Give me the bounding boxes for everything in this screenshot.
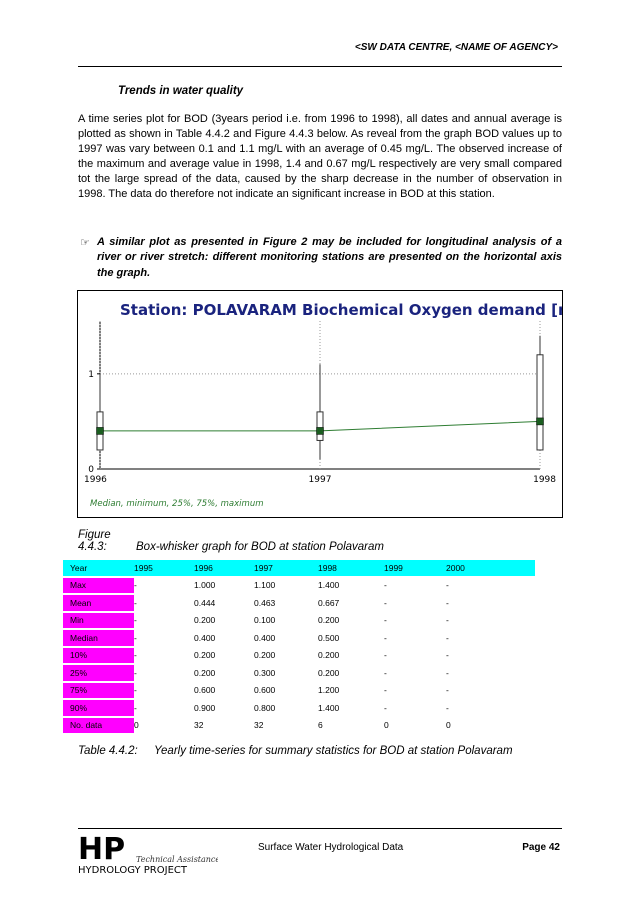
body-paragraph: A time series plot for BOD (3years period i.e. from 1996 to 1998), all dates and annual average is plotted as shown in Table 4.4.2 and Figure 4.4.3 below. As reveal from the graph BOD values up to 1997 was vary between 0.1 and 1.1 mg/L with an average of 0.45 mg/L. The observed increase of the maximum and average value in 1998, 1.4 and 0.67 mg/L respectively are very small compared tot the large spread of the data, caused by the sharp decrease in the number of observation in 1998. The data do therefore not indicate an significant increase in BOD at this station. bbox=[78, 113, 562, 201]
table-cell: - bbox=[446, 682, 535, 700]
table-row bbox=[63, 699, 535, 717]
table-cell: 0.200 bbox=[194, 664, 254, 682]
table-cell: 0 bbox=[134, 717, 194, 735]
header-cell: 1998 bbox=[318, 560, 384, 577]
statistics-table bbox=[63, 560, 535, 735]
row-label-cell: Mean bbox=[63, 594, 134, 612]
chart-title: Station: POLAVARAM Biochemical Oxygen demand [mg/L] bbox=[120, 301, 562, 319]
table-cell: 0.200 bbox=[194, 612, 254, 630]
row-label-cell: 75% bbox=[63, 682, 134, 700]
median-marker bbox=[317, 427, 324, 434]
row-label-cell: 25% bbox=[63, 664, 134, 682]
table-cell: 0 bbox=[446, 717, 535, 735]
table-cell: - bbox=[134, 594, 194, 612]
hydrology-project-logo bbox=[78, 833, 218, 875]
table-cell: 0.600 bbox=[194, 682, 254, 700]
page-header: <SW DATA CENTRE, <NAME OF AGENCY> bbox=[354, 42, 558, 53]
box-iqr bbox=[317, 412, 323, 441]
table-cell: 0.200 bbox=[194, 647, 254, 665]
table-cell: 0.463 bbox=[254, 594, 318, 612]
table-cell: - bbox=[134, 664, 194, 682]
table-cell: - bbox=[446, 629, 535, 647]
table-cell: - bbox=[384, 664, 446, 682]
pointing-hand-icon: ☞ bbox=[80, 237, 90, 249]
table-cell: 1.100 bbox=[254, 577, 318, 595]
table-cell: - bbox=[134, 629, 194, 647]
table-cell: 32 bbox=[254, 717, 318, 735]
row-label-cell: Median bbox=[63, 629, 134, 647]
table-cell: - bbox=[384, 612, 446, 630]
table-cell: - bbox=[446, 594, 535, 612]
table-cell: 0.900 bbox=[194, 699, 254, 717]
table-row bbox=[63, 629, 535, 647]
table-cell: 0.800 bbox=[254, 699, 318, 717]
table-row bbox=[63, 664, 535, 682]
x-tick-label: 1996 bbox=[84, 475, 107, 485]
table-cell: - bbox=[384, 647, 446, 665]
chart-legend: Median, minimum, 25%, 75%, maximum bbox=[90, 499, 264, 509]
row-label-cell: Max bbox=[63, 577, 134, 595]
median-marker bbox=[537, 418, 544, 425]
y-tick-label: 1 bbox=[88, 369, 94, 380]
median-marker bbox=[97, 427, 104, 434]
row-label-cell: Min bbox=[63, 612, 134, 630]
header-cell: 1999 bbox=[384, 560, 446, 577]
x-tick-label: 1997 bbox=[308, 475, 332, 485]
table-cell: - bbox=[134, 682, 194, 700]
table-cell: 0.300 bbox=[254, 664, 318, 682]
table-cell: - bbox=[134, 577, 194, 595]
table-cell: 0.500 bbox=[318, 629, 384, 647]
table-cell: - bbox=[446, 647, 535, 665]
table-caption bbox=[78, 745, 513, 757]
figure-caption-label: Figure 4.4.3: bbox=[78, 529, 111, 553]
bullet-note: A similar plot as presented in Figure 2 may be included for longitudinal analysis of a river or river stretch: different monitoring stations are presented on the horizontal axis the graph. bbox=[97, 236, 562, 279]
table-cell: - bbox=[384, 577, 446, 595]
box-whisker-chart bbox=[77, 290, 563, 518]
table-cell: - bbox=[446, 699, 535, 717]
chart-svg bbox=[78, 291, 562, 517]
table-row bbox=[63, 612, 535, 630]
table-cell: 0.200 bbox=[254, 647, 318, 665]
logo-tagline: Technical Assistance bbox=[136, 855, 218, 864]
table-cell: 0.100 bbox=[254, 612, 318, 630]
table-cell: 0.400 bbox=[194, 629, 254, 647]
section-title: Trends in water quality bbox=[118, 85, 244, 97]
row-label-cell: 10% bbox=[63, 647, 134, 665]
footer-title: Surface Water Hydrological Data bbox=[258, 842, 404, 853]
table-cell: 1.400 bbox=[318, 577, 384, 595]
table-row bbox=[63, 717, 535, 735]
header-divider bbox=[78, 66, 562, 67]
table-cell: 0 bbox=[384, 717, 446, 735]
table-cell: - bbox=[384, 682, 446, 700]
table-row bbox=[63, 577, 535, 595]
figure-caption-text: Box-whisker graph for BOD at station Polavaram bbox=[136, 541, 384, 553]
table-cell: 0.200 bbox=[318, 664, 384, 682]
page-number: Page 42 bbox=[522, 842, 560, 853]
table-cell: 1.400 bbox=[318, 699, 384, 717]
table-row bbox=[63, 682, 535, 700]
x-tick-label: 1998 bbox=[533, 475, 556, 485]
figure-caption bbox=[78, 529, 384, 553]
table-cell: 0.600 bbox=[254, 682, 318, 700]
table-row bbox=[63, 594, 535, 612]
header-cell: Year bbox=[63, 560, 134, 577]
table-cell: - bbox=[134, 647, 194, 665]
header-cell: 1996 bbox=[194, 560, 254, 577]
table-cell: 32 bbox=[194, 717, 254, 735]
row-label-cell: 90% bbox=[63, 699, 134, 717]
footer-divider bbox=[78, 828, 562, 829]
table-row bbox=[63, 647, 535, 665]
table-cell: 1.000 bbox=[194, 577, 254, 595]
table-cell: - bbox=[446, 612, 535, 630]
row-label-cell: No. data bbox=[63, 717, 134, 735]
header-cell: 2000 bbox=[446, 560, 535, 577]
table-header-row bbox=[63, 560, 535, 577]
table-cell: - bbox=[384, 629, 446, 647]
table-cell: 0.200 bbox=[318, 647, 384, 665]
table-cell: 0.400 bbox=[254, 629, 318, 647]
table-cell: - bbox=[384, 699, 446, 717]
table-caption-text: Yearly time-series for summary statistics for BOD at station Polavaram bbox=[154, 745, 513, 757]
table-cell: 0.444 bbox=[194, 594, 254, 612]
box-iqr bbox=[537, 355, 543, 450]
table-cell: 1.200 bbox=[318, 682, 384, 700]
y-tick-label: 0 bbox=[88, 465, 94, 475]
logo-mark: HP bbox=[78, 833, 126, 867]
table-cell: - bbox=[446, 664, 535, 682]
header-cell: 1997 bbox=[254, 560, 318, 577]
table-caption-label: Table 4.4.2: bbox=[78, 745, 138, 757]
table-cell: 0.200 bbox=[318, 612, 384, 630]
table-cell: - bbox=[446, 577, 535, 595]
table-cell: 6 bbox=[318, 717, 384, 735]
table-cell: 0.667 bbox=[318, 594, 384, 612]
header-cell: 1995 bbox=[134, 560, 194, 577]
table-cell: - bbox=[134, 699, 194, 717]
table-cell: - bbox=[384, 594, 446, 612]
logo-name: HYDROLOGY PROJECT bbox=[78, 865, 187, 875]
table-cell: - bbox=[134, 612, 194, 630]
